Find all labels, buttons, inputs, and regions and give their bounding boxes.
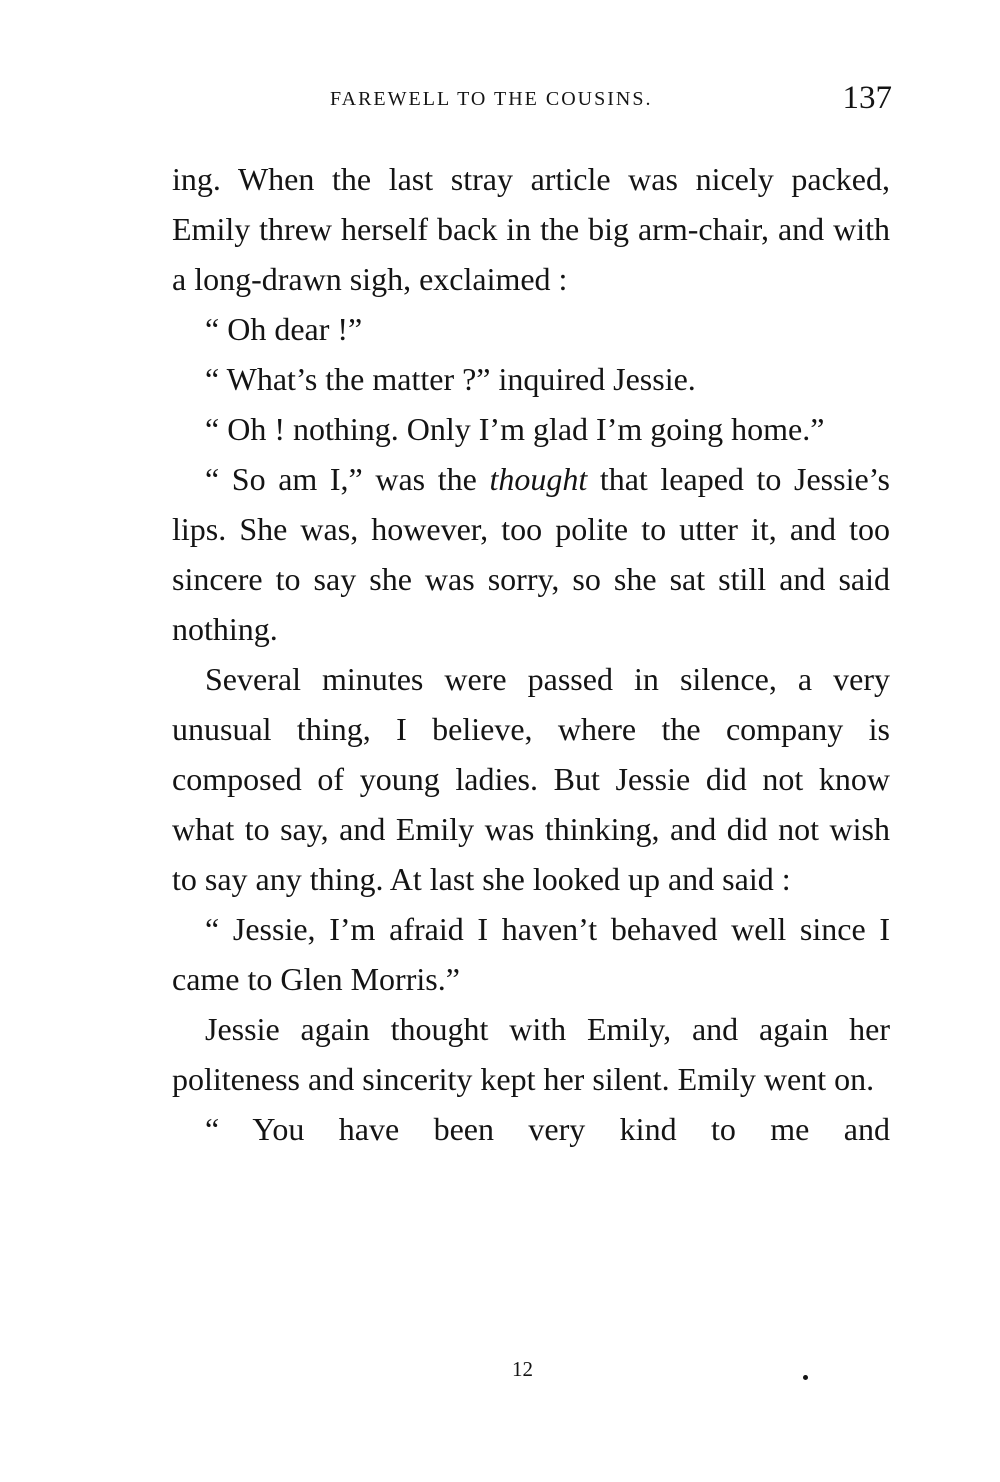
paragraph: ing. When the last stray article was nicely packed, Emily threw herself back in the big arm-chair, and with a long-drawn sigh, exclaimed : — [172, 161, 890, 297]
running-title: FAREWELL TO THE COUSINS. — [330, 88, 653, 110]
paragraph: “ What’s the matter ?” inquired Jessie. — [205, 361, 696, 397]
paragraph-text: that leaped to Jessie’s lips. She was, however, too polite to utter it, and too sincere to say she was sorry, so she sat still and said nothing. — [172, 461, 891, 647]
printer-dot — [803, 1375, 808, 1380]
paragraph-text: “ So am I,” was the — [205, 461, 490, 497]
page-number: 137 — [842, 80, 892, 116]
emphasis-word: thought — [489, 461, 588, 497]
paragraph: Jessie again thought with Emily, and again her politeness and sincerity kept her silent. Emily went on. — [172, 1011, 890, 1097]
paragraph: Several minutes were passed in silence, a very unusual thing, I believe, where the company is composed of young ladies. But Jessie did not know what to say, and Emily was thinking, and did not wish to say any thing. At last she looked up and said : — [172, 661, 890, 897]
paragraph — [172, 454, 890, 654]
body-text — [172, 154, 890, 1154]
paragraph: “ Oh dear !” — [205, 311, 363, 347]
signature-mark: 12 — [512, 1357, 533, 1381]
paragraph: “ Oh ! nothing. Only I’m glad I’m going home.” — [205, 411, 825, 447]
paragraph: “ You have been very kind to me and — [205, 1111, 890, 1147]
paragraph: “ Jessie, I’m afraid I haven’t behaved well since I came to Glen Morris.” — [172, 911, 890, 997]
